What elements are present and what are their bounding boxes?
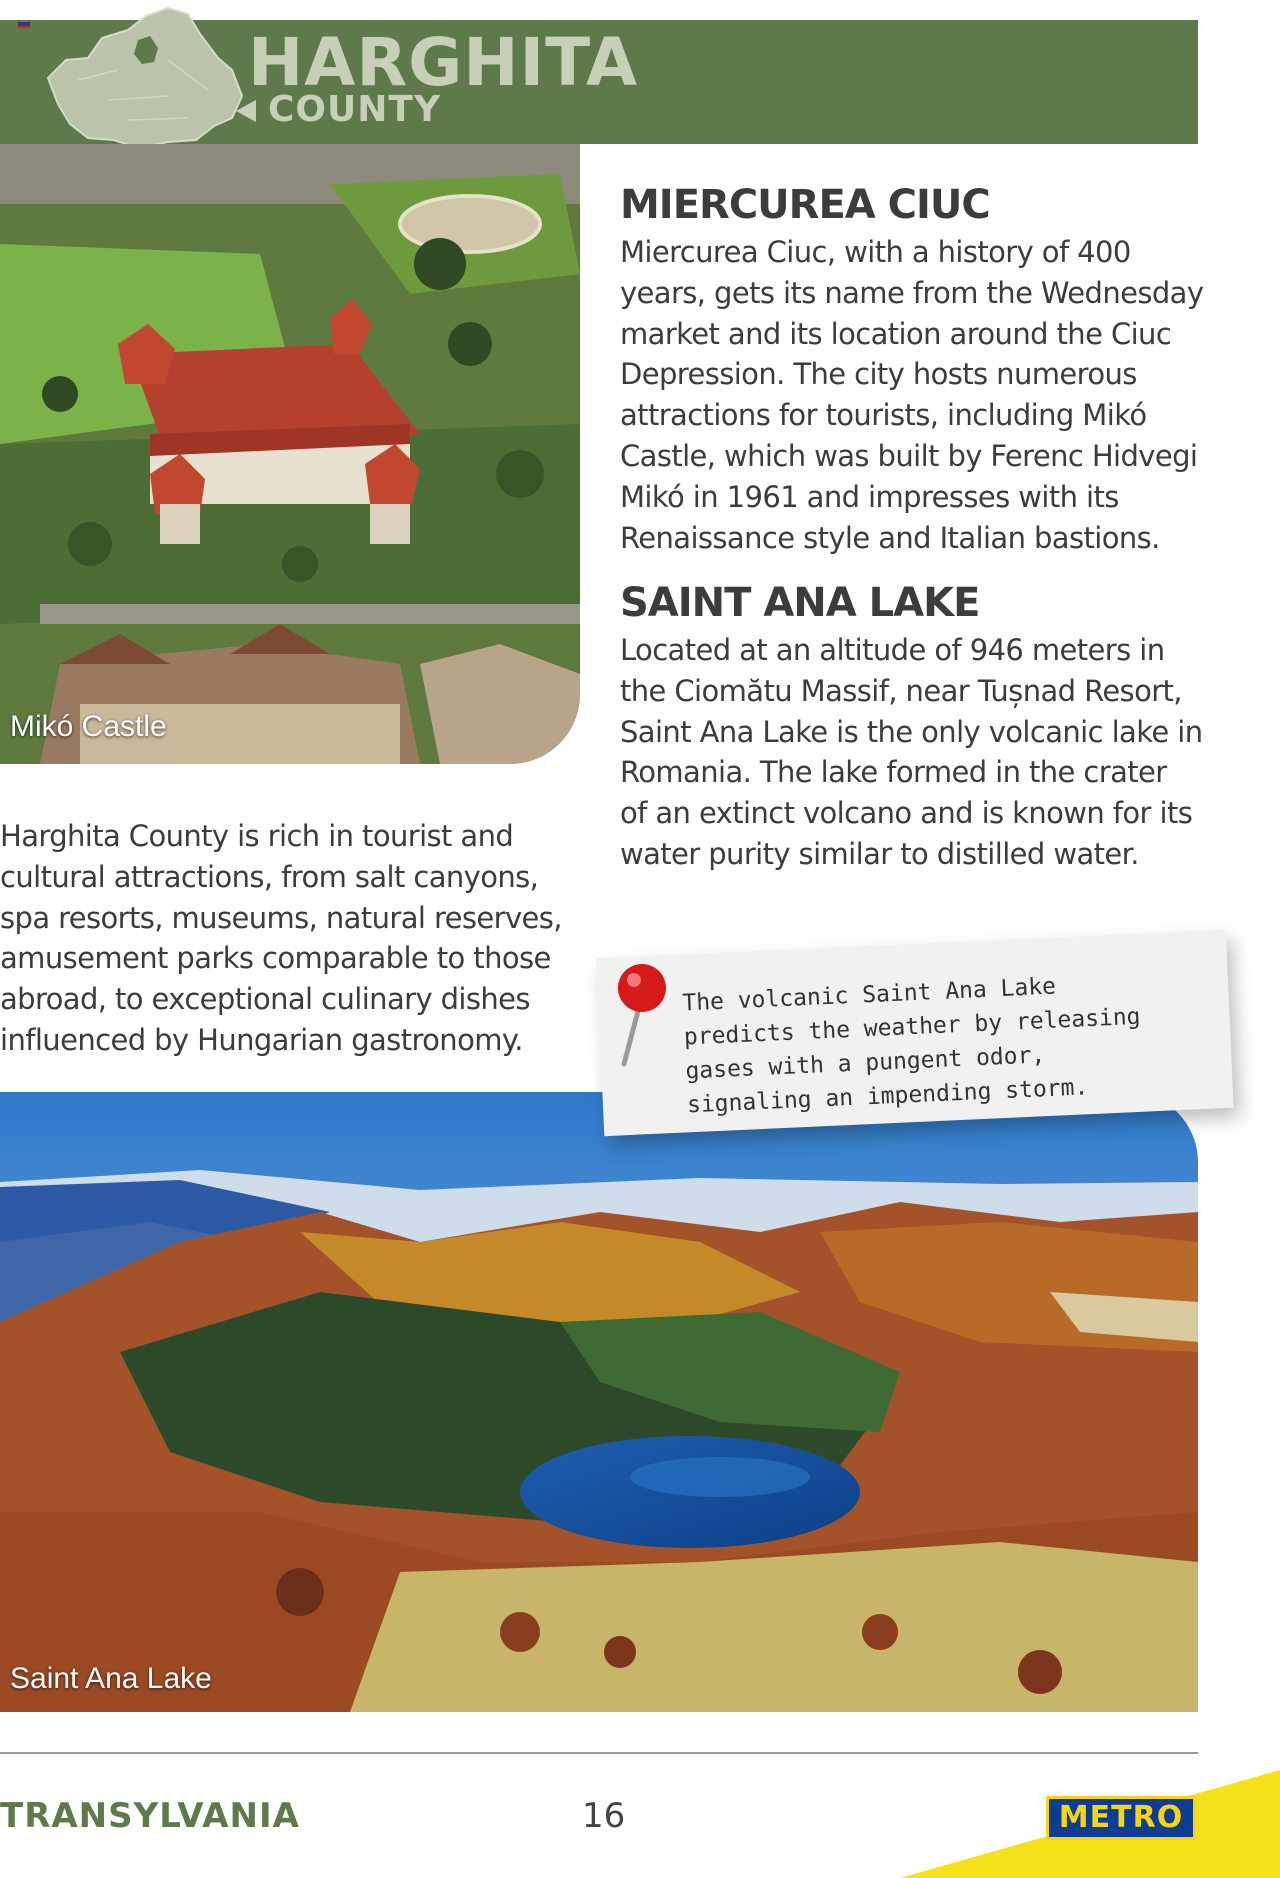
footer-brand: TRANSYLVANIA — [0, 1796, 300, 1836]
saint-ana-line: of an extinct volcano and is known for its — [620, 796, 1193, 831]
miercurea-line: Castle, which was built by Ferenc Hidvegi — [620, 438, 1198, 473]
intro-line: influenced by Hungarian gastronomy. — [0, 1022, 523, 1057]
intro-line: Harghita County is rich in tourist and — [0, 819, 514, 853]
note-line: The volcanic Saint Ana Lake — [681, 973, 1057, 1017]
castle-caption: Mikó Castle — [10, 710, 167, 743]
saint-ana-line: Saint Ana Lake is the only volcanic lake in — [620, 714, 1203, 749]
header-subtitle: COUNTY — [268, 89, 442, 130]
intro-line: spa resorts, museums, natural reserves, — [0, 900, 562, 935]
saint-ana-line: Located at an altitude of 946 meters in — [620, 633, 1165, 667]
castle-illustration — [0, 144, 580, 764]
note-text — [682, 963, 1208, 1122]
saint-ana-line: Romania. The lake formed in the crater — [620, 755, 1167, 790]
miercurea-line: Depression. The city hosts numerous — [620, 357, 1137, 392]
saint-ana-line: the Ciomătu Massif, near Tușnad Resort, — [620, 673, 1182, 708]
miercurea-line: Miercurea Ciuc, with a history of 400 — [620, 235, 1131, 269]
miercurea-title: MIERCUREA CIUC — [620, 182, 990, 228]
note-line: gases with a pungent odor, — [684, 1042, 1046, 1085]
miercurea-line: Mikó in 1961 and impresses with its — [620, 479, 1119, 514]
metro-logo: METRO — [1046, 1796, 1196, 1840]
note-line: signaling an impending storm. — [686, 1074, 1089, 1119]
lake-illustration — [0, 1092, 1198, 1712]
intro-line: amusement parks comparable to those — [0, 941, 551, 976]
header-arrow-icon — [236, 100, 256, 122]
miercurea-body — [620, 232, 1203, 558]
romania-map-icon — [18, 0, 258, 160]
intro-line: cultural attractions, from salt canyons, — [0, 859, 539, 894]
miercurea-line: attractions for tourists, including Mikó — [620, 398, 1147, 433]
intro-paragraph — [0, 816, 562, 1061]
lake-caption: Saint Ana Lake — [10, 1662, 212, 1695]
fun-fact-note — [596, 930, 1233, 1136]
page-number: 16 — [582, 1796, 626, 1836]
saint-ana-line: water purity similar to distilled water. — [620, 836, 1139, 871]
miercurea-line: Renaissance style and Italian bastions. — [620, 520, 1160, 555]
header-title: HARGHITA — [248, 24, 639, 101]
push-pin-icon — [610, 960, 670, 1070]
miercurea-line: years, gets its name from the Wednesday — [620, 275, 1204, 310]
intro-line: abroad, to exceptional culinary dishes — [0, 982, 530, 1017]
lake-photo — [0, 1092, 1198, 1712]
saint-ana-title: SAINT ANA LAKE — [620, 580, 980, 626]
footer-divider — [0, 1752, 1198, 1754]
saint-ana-body — [620, 630, 1202, 875]
castle-photo — [0, 144, 580, 764]
note-line: predicts the weather by releasing — [683, 1003, 1142, 1051]
miercurea-line: market and its location around the Ciuc — [620, 316, 1172, 351]
